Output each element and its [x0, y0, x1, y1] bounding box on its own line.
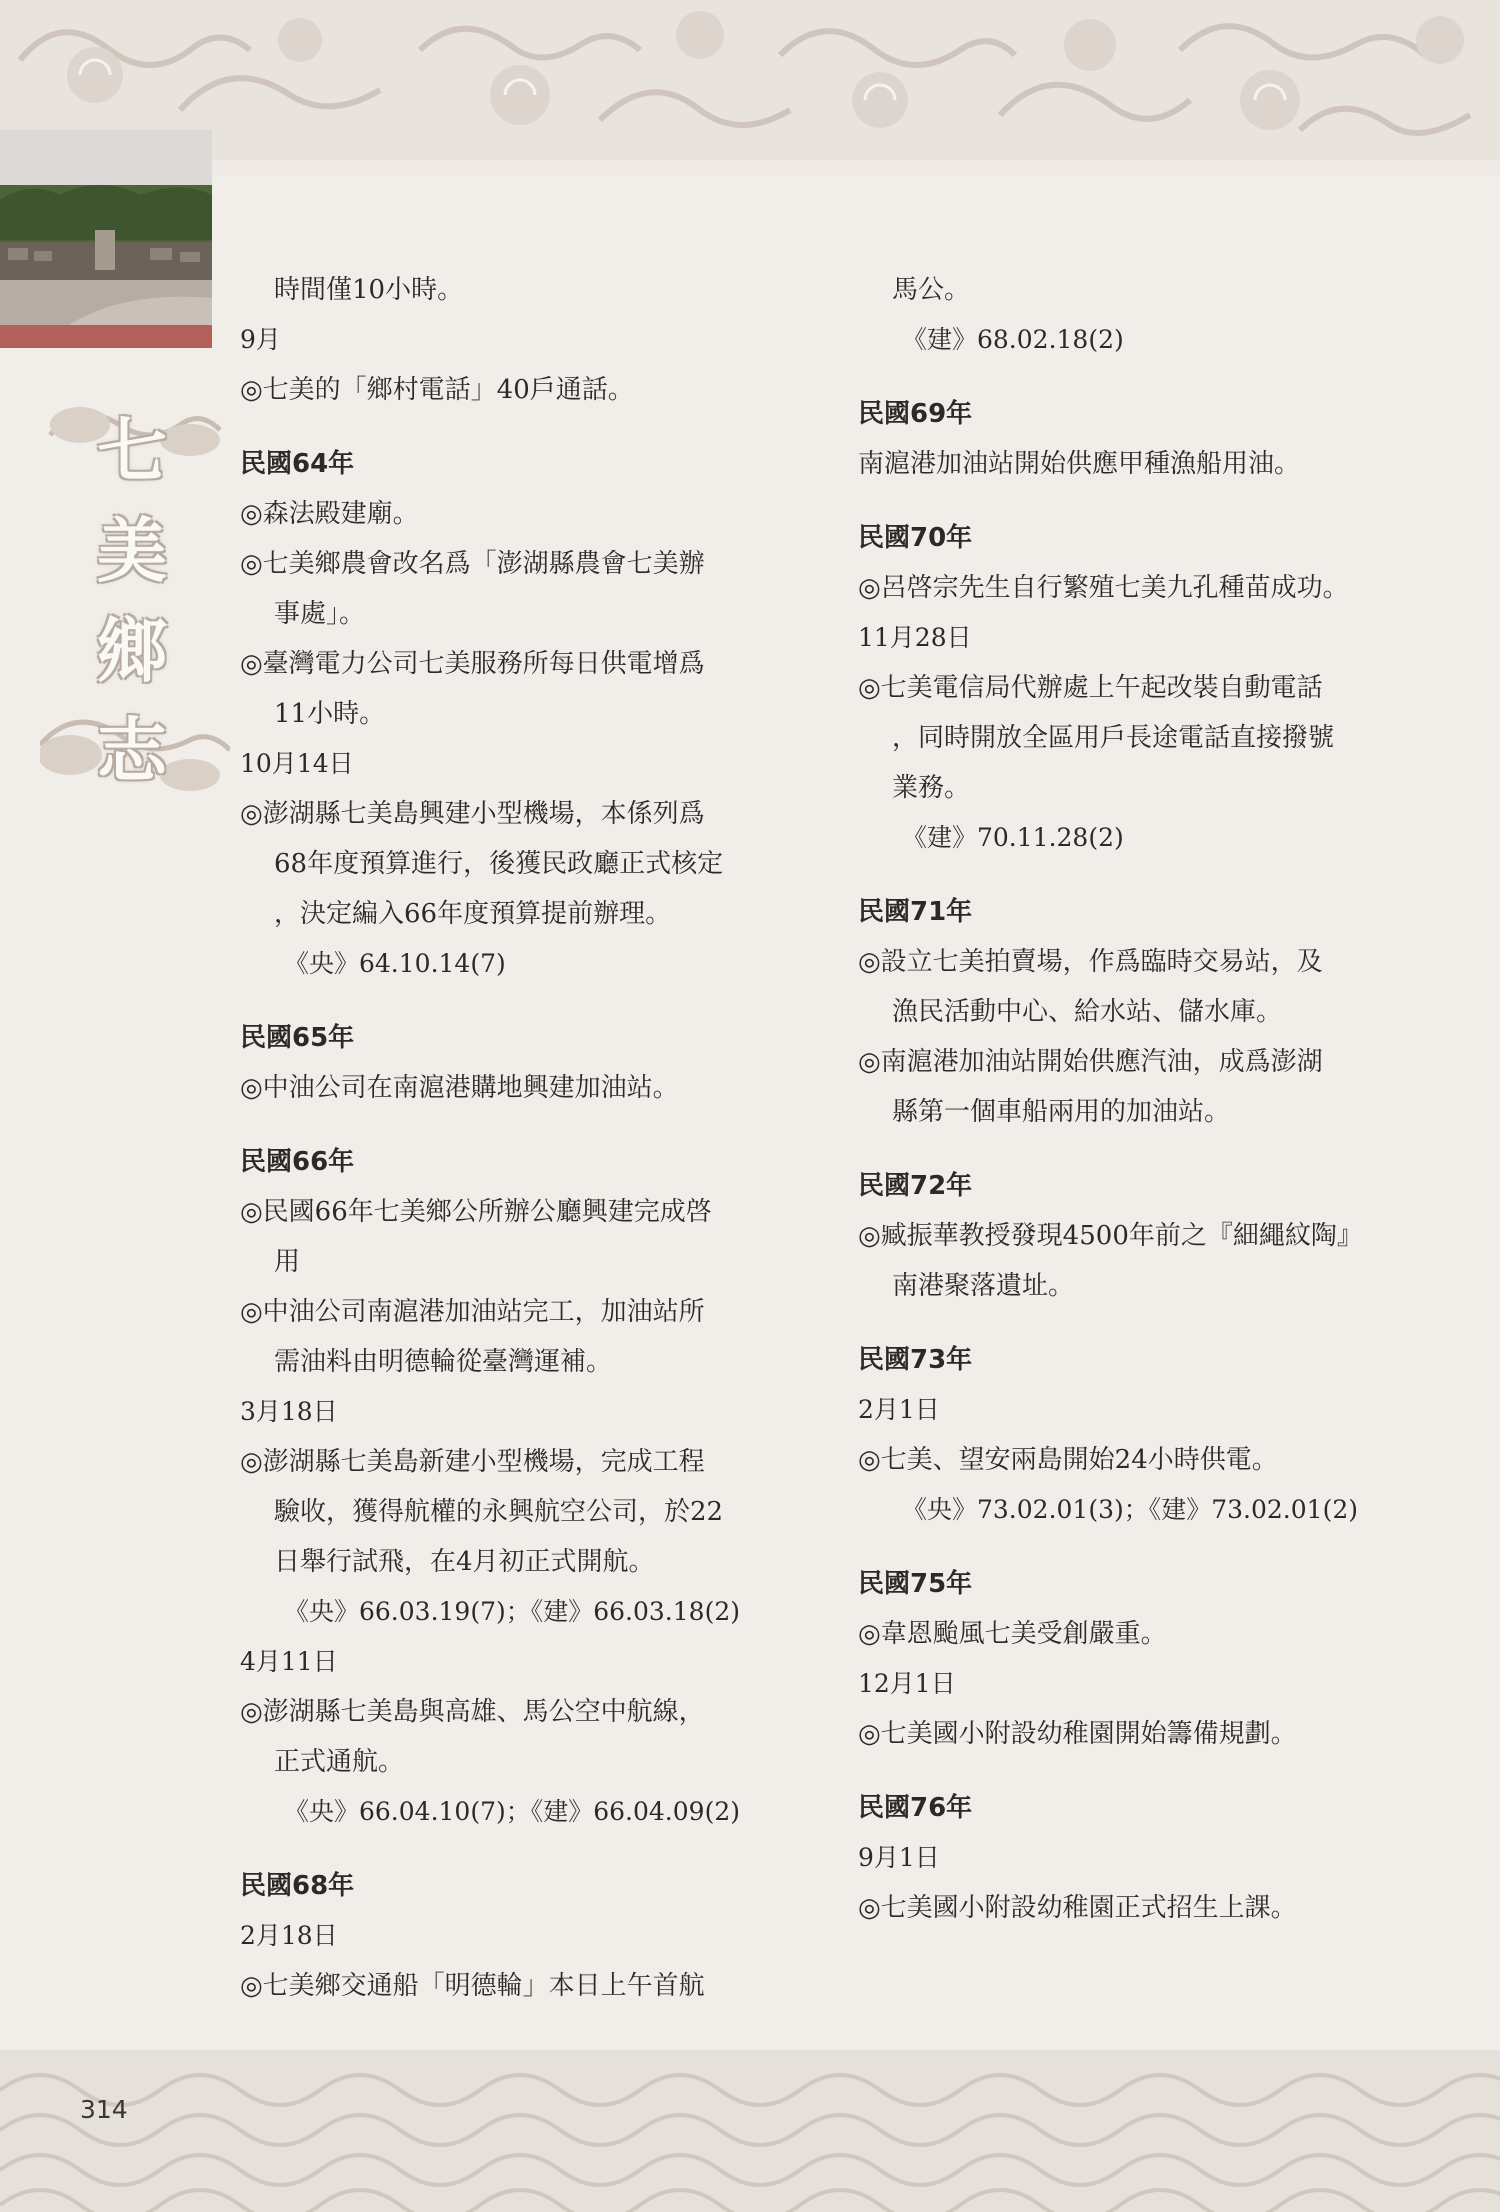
date-heading: 3月18日	[240, 1397, 338, 1426]
entry-line: ◎七美電信局代辦處上午起改裝自動電話	[858, 673, 1323, 703]
entry-continuation: ，決定編入66年度預算提前辦理。	[274, 899, 672, 929]
entry-line: ◎民國66年七美鄉公所辦公廳興建完成啓	[240, 1197, 712, 1227]
entry-continuation: 驗收，獲得航權的永興航空公司，於22	[274, 1497, 724, 1527]
date-heading: 2月1日	[858, 1395, 940, 1424]
entry-continuation: 馬公。	[892, 275, 971, 305]
source-citation: 《央》66.04.10(7)；《建》66.04.09(2)	[284, 1797, 740, 1826]
year-heading: 民國72年	[858, 1171, 973, 1201]
right-text-column	[858, 265, 1418, 1933]
entry-line: ◎澎湖縣七美島與高雄、馬公空中航線，	[240, 1697, 705, 1727]
date-heading: 9月	[240, 325, 281, 354]
page-number: 314	[80, 2095, 128, 2124]
side-title-char: 美	[97, 509, 167, 592]
entry-line: ◎韋恩颱風七美受創嚴重。	[858, 1619, 1167, 1649]
date-heading: 9月1日	[858, 1843, 940, 1872]
entry-continuation: 縣第一個車船兩用的加油站。	[892, 1097, 1231, 1127]
year-heading: 民國64年	[240, 449, 355, 479]
year-heading: 民國68年	[240, 1871, 355, 1901]
wave-border-bottom	[0, 2050, 1500, 2212]
entry-continuation: 南港聚落遺址。	[892, 1271, 1075, 1301]
entry-line: ◎七美的「鄉村電話」40戶通話。	[240, 375, 634, 405]
date-heading: 10月14日	[240, 749, 354, 778]
year-heading: 民國75年	[858, 1569, 973, 1599]
entry-continuation: 日舉行試飛，在4月初正式開航。	[274, 1547, 655, 1577]
entry-continuation: 用	[274, 1247, 301, 1277]
entry-continuation: 事處」。	[274, 599, 366, 629]
entry-line: ◎臧振華教授發現4500年前之『細繩紋陶』	[858, 1221, 1363, 1251]
entry-continuation: ，同時開放全區用戶長途電話直接撥號	[892, 723, 1335, 753]
entry-line: ◎設立七美拍賣場，作爲臨時交易站，及	[858, 947, 1323, 977]
side-title	[40, 395, 230, 855]
entry-line: ◎中油公司在南滬港購地興建加油站。	[240, 1073, 679, 1103]
date-heading: 2月18日	[240, 1921, 338, 1950]
year-heading: 民國66年	[240, 1147, 355, 1177]
entry-line: ◎南滬港加油站開始供應汽油，成爲澎湖	[858, 1047, 1323, 1077]
entry-line: ◎森法殿建廟。	[240, 499, 419, 529]
entry-line: ◎七美國小附設幼稚園正式招生上課。	[858, 1893, 1297, 1923]
entry-continuation: 業務。	[892, 773, 971, 803]
entry-line: ◎七美、望安兩島開始24小時供電。	[858, 1445, 1278, 1475]
cloud-border-top	[0, 0, 1500, 175]
landscape-photo	[0, 130, 212, 348]
source-citation: 《建》68.02.18(2)	[902, 325, 1124, 354]
year-heading: 民國71年	[858, 897, 973, 927]
year-heading: 民國73年	[858, 1345, 973, 1375]
side-title-char: 七	[97, 409, 167, 492]
source-citation: 《建》70.11.28(2)	[902, 823, 1124, 852]
entry-line: ◎澎湖縣七美島興建小型機場，本係列爲	[240, 799, 705, 829]
date-heading: 12月1日	[858, 1669, 956, 1698]
year-heading: 民國76年	[858, 1793, 973, 1823]
entry-line: ◎七美鄉農會改名爲「澎湖縣農會七美辦	[240, 549, 705, 579]
date-heading: 11月28日	[858, 623, 972, 652]
year-heading: 民國70年	[858, 523, 973, 553]
entry-line: ◎澎湖縣七美島新建小型機場，完成工程	[240, 1447, 705, 1477]
entry-line: ◎呂啓宗先生自行繁殖七美九孔種苗成功。	[858, 573, 1349, 603]
entry-continuation: 漁民活動中心、給水站、儲水庫。	[892, 997, 1283, 1027]
year-heading: 民國69年	[858, 399, 973, 429]
entry-continuation: 時間僅10小時。	[274, 275, 464, 305]
entry-continuation: 11小時。	[274, 699, 386, 729]
source-citation: 《央》66.03.19(7)；《建》66.03.18(2)	[284, 1597, 740, 1626]
entry-line: ◎七美鄉交通船「明德輪」本日上午首航	[240, 1971, 705, 2001]
entry-continuation: 68年度預算進行，後獲民政廳正式核定	[274, 849, 724, 879]
source-citation: 《央》64.10.14(7)	[284, 949, 506, 978]
left-text-column	[240, 265, 800, 2011]
entry-line: 南滬港加油站開始供應甲種漁船用油。	[858, 449, 1301, 479]
entry-line: ◎中油公司南滬港加油站完工，加油站所	[240, 1297, 705, 1327]
entry-continuation: 正式通航。	[274, 1747, 405, 1777]
source-citation: 《央》73.02.01(3)；《建》73.02.01(2)	[902, 1495, 1358, 1524]
entry-line: ◎七美國小附設幼稚園開始籌備規劃。	[858, 1719, 1297, 1749]
side-title-char: 鄉	[97, 609, 167, 692]
entry-continuation: 需油料由明德輪從臺灣運補。	[274, 1347, 613, 1377]
date-heading: 4月11日	[240, 1647, 338, 1676]
entry-line: ◎臺灣電力公司七美服務所每日供電增爲	[240, 649, 705, 679]
side-title-char: 志	[97, 709, 167, 792]
year-heading: 民國65年	[240, 1023, 355, 1053]
